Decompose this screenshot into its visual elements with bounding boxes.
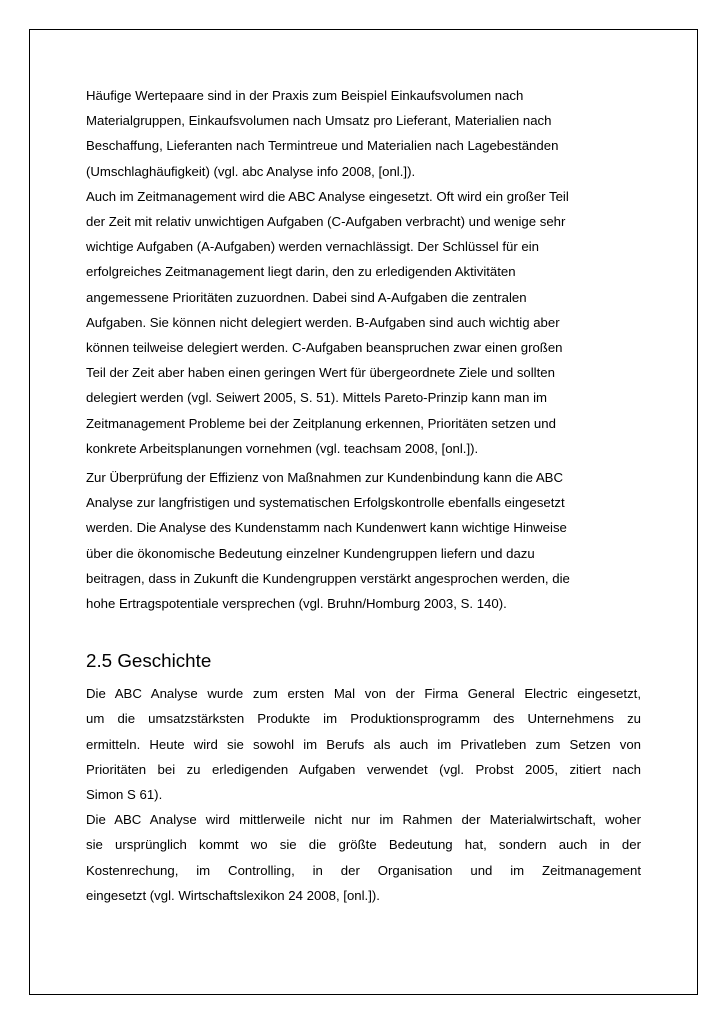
text-line: Materialgruppen, Einkaufsvolumen nach Umsatz pro Lieferant, Materialien nach xyxy=(86,113,552,129)
text-line: Beschaffung, Lieferanten nach Termintreue und Materialien nach Lagebeständen xyxy=(86,138,559,154)
text-line: können teilweise delegiert werden. C-Aufgaben beanspruchen zwar einen großen xyxy=(86,340,563,356)
text-line: der Zeit mit relativ unwichtigen Aufgaben (C-Aufgaben verbracht) und wenige sehr xyxy=(86,214,566,230)
paragraph-zeitmanagement xyxy=(86,184,641,461)
text-line: Auch im Zeitmanagement wird die ABC Analyse eingesetzt. Oft wird ein großer Teil xyxy=(86,188,569,204)
paragraph-geschichte xyxy=(86,681,641,807)
text-line: Simon S 61). xyxy=(86,787,163,803)
text-line: um die umsatzstärksten Produkte im Produktionsprogramm des Unternehmens zu xyxy=(86,711,641,727)
paragraph-materialwirtschaft xyxy=(86,807,641,908)
text-line: Die ABC Analyse wurde zum ersten Mal von der Firma General Electric eingesetzt, xyxy=(86,686,641,702)
text-line: ermitteln. Heute wird sie sowohl im Berufs als auch im Privatleben zum Setzen von xyxy=(86,736,641,752)
text-line: Aufgaben. Sie können nicht delegiert werden. B-Aufgaben sind auch wichtig aber xyxy=(86,314,560,330)
text-line: konkrete Arbeitsplanungen vornehmen (vgl. teachsam 2008, [onl.]). xyxy=(86,440,479,456)
paragraph-kundenbindung xyxy=(86,465,641,616)
text-line: Teil der Zeit aber haben einen geringen Wert für übergeordnete Ziele und sollten xyxy=(86,365,555,381)
text-line: Zur Überprüfung der Effizienz von Maßnahmen zur Kundenbindung kann die ABC xyxy=(86,470,563,486)
text-line: (Umschlaghäufigkeit) (vgl. abc Analyse info 2008, [onl.]). xyxy=(86,163,416,179)
text-line: wichtige Aufgaben (A-Aufgaben) werden vernachlässigt. Der Schlüssel für ein xyxy=(86,239,540,255)
text-line: Kostenrechung, im Controlling, in der Organisation und im Zeitmanagement xyxy=(86,862,641,878)
text-line: eingesetzt (vgl. Wirtschaftslexikon 24 2008, [onl.]). xyxy=(86,887,380,903)
text-line: Häufige Wertepaare sind in der Praxis zum Beispiel Einkaufsvolumen nach xyxy=(86,88,524,103)
text-line: Analyse zur langfristigen und systematischen Erfolgskontrolle ebenfalls eingesetzt xyxy=(86,495,565,511)
text-line: beitragen, dass in Zukunft die Kundengruppen verstärkt angesprochen werden, die xyxy=(86,570,570,586)
text-line: delegiert werden (vgl. Seiwert 2005, S. 51). Mittels Pareto-Prinzip kann man im xyxy=(86,390,548,406)
text-line: Die ABC Analyse wird mittlerweile nicht nur im Rahmen der Materialwirtschaft, woher xyxy=(86,812,641,828)
text-line: Prioritäten bei zu erledigenden Aufgaben verwendet (vgl. Probst 2005, zitiert nach xyxy=(86,761,641,777)
text-line: werden. Die Analyse des Kundenstamm nach Kundenwert kann wichtige Hinweise xyxy=(86,520,567,536)
text-line: hohe Ertragspotentiale versprechen (vgl. Bruhn/Homburg 2003, S. 140). xyxy=(86,596,507,612)
paragraph-wertepaare xyxy=(86,83,641,184)
text-line: sie ursprünglich kommt wo sie die größte Bedeutung hat, sondern auch in der xyxy=(86,837,641,853)
text-line: über die ökonomische Bedeutung einzelner Kundengruppen liefern und dazu xyxy=(86,545,535,561)
page-content xyxy=(86,83,641,908)
text-line: Zeitmanagement Probleme bei der Zeitplanung erkennen, Prioritäten setzen und xyxy=(86,415,556,431)
text-line: erfolgreiches Zeitmanagement liegt darin, den zu erledigenden Aktivitäten xyxy=(86,264,516,280)
text-line: angemessene Prioritäten zuzuordnen. Dabei sind A-Aufgaben die zentralen xyxy=(86,289,527,305)
section-heading: 2.5 Geschichte xyxy=(86,650,212,672)
